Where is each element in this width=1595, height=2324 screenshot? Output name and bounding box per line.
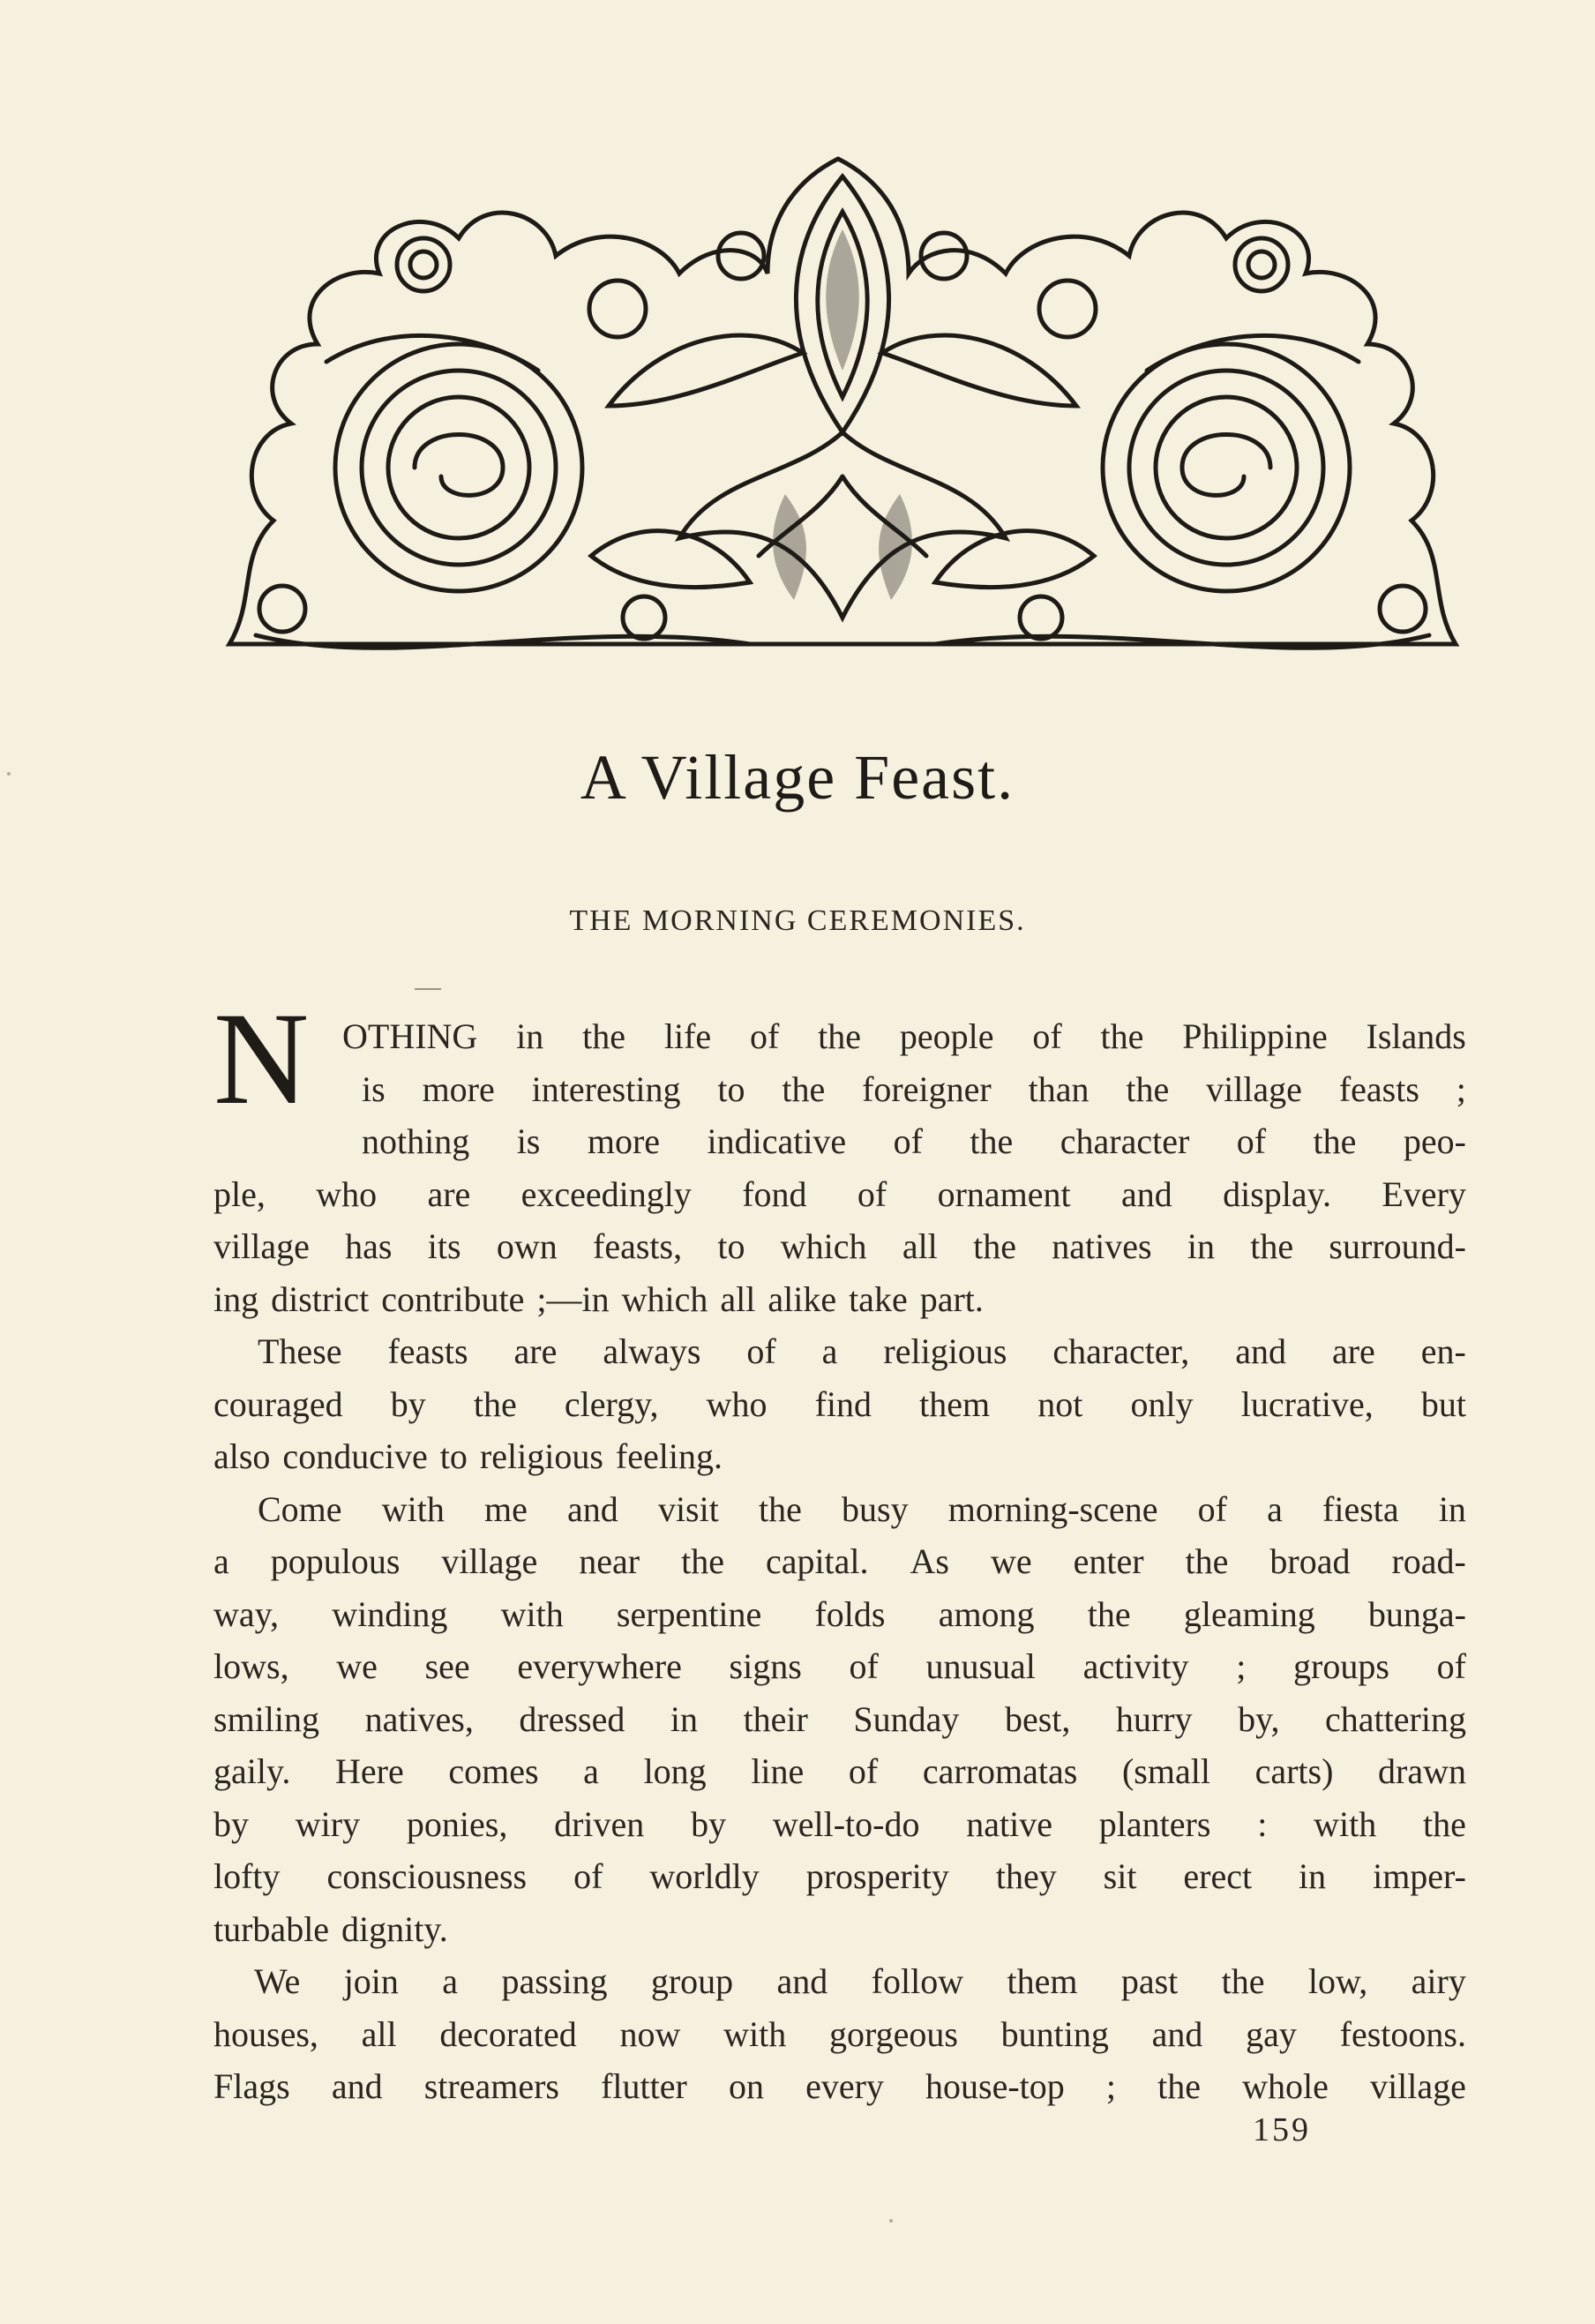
text-line: houses, all decorated now with gorgeous bunting and gay festoons. bbox=[213, 2014, 1466, 2054]
text-line: We join a passing group and follow them past the low, airy bbox=[254, 1961, 1466, 2001]
text-line: These feasts are always of a religious character, and are en- bbox=[258, 1331, 1466, 1371]
text-line: gaily. Here comes a long line of carromatas (small carts) drawn bbox=[213, 1751, 1466, 1791]
paper-speck bbox=[7, 772, 11, 776]
text-line: turbable dignity. bbox=[213, 1909, 448, 1949]
text-line: by wiry ponies, driven by well-to-do native planters : with the bbox=[213, 1804, 1466, 1844]
text-line: a populous village near the capital. As we enter the broad road- bbox=[213, 1541, 1466, 1581]
text-line: village has its own feasts, to which all the natives in the surround- bbox=[213, 1226, 1466, 1266]
paper-speck bbox=[889, 2219, 893, 2223]
text-line: Come with me and visit the busy morning-scene of a fiesta in bbox=[258, 1489, 1466, 1529]
text-line: also conducive to religious feeling. bbox=[213, 1436, 723, 1476]
chapter-title: A Village Feast. bbox=[580, 742, 1015, 813]
drop-cap: N bbox=[213, 986, 310, 1132]
chapter-subtitle: THE MORNING CEREMONIES. bbox=[569, 904, 1026, 937]
text-line: lofty consciousness of worldly prosperity they sit erect in imper- bbox=[213, 1856, 1466, 1896]
text-line: ing district contribute ;—in which all alike take part. bbox=[213, 1279, 984, 1319]
text-line: nothing is more indicative of the character of the peo- bbox=[362, 1121, 1466, 1161]
small-rule bbox=[415, 988, 441, 990]
text-line: ple, who are exceedingly fond of ornament and display. Every bbox=[213, 1174, 1466, 1214]
text-line: smiling natives, dressed in their Sunday best, hurry by, chattering bbox=[213, 1699, 1466, 1739]
text-line: couraged by the clergy, who find them not only lucrative, but bbox=[213, 1384, 1466, 1424]
text-line: lows, we see everywhere signs of unusual activity ; groups of bbox=[213, 1646, 1466, 1686]
page-number: 159 bbox=[1253, 2111, 1311, 2148]
headpiece-ornament bbox=[221, 141, 1464, 662]
text-line: OTHING in the life of the people of the Philippine Islands bbox=[342, 1016, 1466, 1056]
text-line: Flags and streamers flutter on every house-top ; the whole village bbox=[213, 2066, 1466, 2106]
text-line: way, winding with serpentine folds among the gleaming bunga- bbox=[213, 1594, 1466, 1634]
text-line: is more interesting to the foreigner than the village feasts ; bbox=[362, 1069, 1466, 1109]
